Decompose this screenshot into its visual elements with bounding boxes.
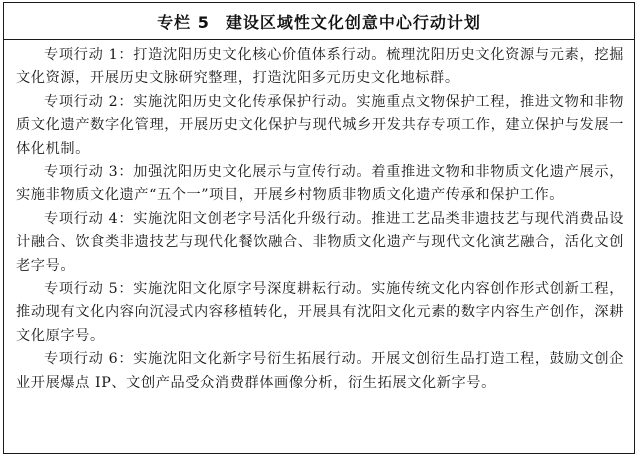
action-label: 专项行动 2： [44, 93, 134, 110]
action-paragraph-1 [16, 44, 624, 91]
column-number: 专栏 5 [157, 12, 210, 32]
action-paragraph-6 [16, 348, 624, 395]
column-box [3, 2, 635, 454]
action-paragraph-2 [16, 91, 624, 161]
action-label: 专项行动 5： [44, 281, 134, 298]
action-text: 实施沈阳文化新字号衍生拓展行动。开展文创衍生品打造工程，鼓励文创企业开展爆点 IP、文创产品受众消费群体画像分析，衍生拓展文化新字号。 [16, 351, 624, 391]
column-title: 建设区域性文化创意中心行动计划 [225, 12, 481, 32]
action-text: 实施沈阳文化原字号深度耕耘行动。实施传统文化内容创作形式创新工程，推动现有文化内容向沉浸式内容移植转化，开展具有沈阳文化元素的数字内容生产创作，深耕文化原字号。 [16, 281, 624, 344]
action-text: 加强沈阳历史文化展示与宣传行动。着重推进文物和非物质文化遗产展示，实施非物质文化遗产“五个一”项目，开展乡村物质非物质文化遗产传承和保护工作。 [16, 164, 624, 204]
action-label: 专项行动 4： [44, 210, 134, 227]
action-text: 实施沈阳文创老字号活化升级行动。推进工艺品类非遗技艺与现代消费品设计融合、饮食类非遗技艺与现代化餐饮融合、非物质文化遗产与现代文化演艺融合，活化文创老字号。 [16, 210, 624, 274]
action-paragraph-4 [16, 208, 624, 278]
column-header [4, 3, 634, 40]
action-paragraph-3 [16, 161, 624, 208]
action-label: 专项行动 1： [44, 47, 134, 63]
column-body [4, 40, 634, 395]
action-label: 专项行动 3： [44, 164, 134, 181]
action-text: 打造沈阳历史文化核心价值体系行动。梳理沈阳历史文化资源与元素，挖掘文化资源，开展历史文脉研究整理，打造沈阳多元历史文化地标群。 [16, 47, 624, 87]
action-paragraph-5 [16, 278, 624, 348]
action-label: 专项行动 6： [44, 351, 134, 368]
action-text: 实施沈阳历史文化传承保护行动。实施重点文物保护工程，推进文物和非物质文化遗产数字化管理，开展历史文化保护与现代城乡开发共存专项工作，建立保护与发展一体化机制。 [16, 93, 624, 157]
